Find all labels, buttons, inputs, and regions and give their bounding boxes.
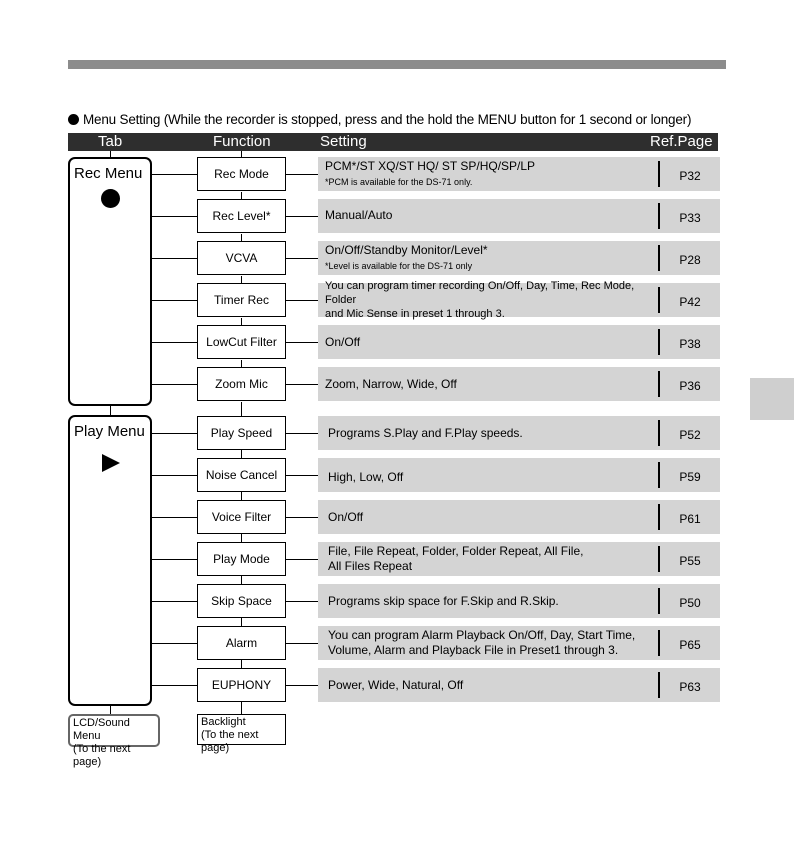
backlight-note: (To the next page) bbox=[201, 729, 259, 754]
setting-row bbox=[318, 626, 720, 660]
play-menu-label: Play Menu bbox=[74, 423, 145, 440]
setting-row bbox=[318, 542, 720, 576]
connector bbox=[241, 576, 242, 584]
setting-row bbox=[318, 199, 720, 233]
connector bbox=[150, 174, 197, 175]
connector bbox=[150, 258, 197, 259]
function-play-speed: Play Speed bbox=[197, 416, 286, 450]
play-triangle-icon bbox=[101, 453, 121, 473]
setting-note: *Level is available for the DS-71 only bbox=[325, 261, 473, 271]
connector bbox=[286, 643, 318, 644]
play-menu-tab bbox=[68, 415, 152, 706]
backlight-label: Backlight bbox=[201, 716, 246, 728]
setting-row bbox=[318, 280, 720, 320]
setting-text: File, File Repeat, Folder, Folder Repeat, All File, bbox=[328, 544, 584, 558]
function-alarm: Alarm bbox=[197, 626, 286, 660]
function-zoom-mic: Zoom Mic bbox=[197, 367, 286, 401]
ref-page: P32 bbox=[679, 169, 701, 183]
setting-row bbox=[318, 157, 720, 191]
function-rec-mode: Rec Mode bbox=[197, 157, 286, 191]
header-tab: Tab bbox=[98, 133, 123, 150]
function-vcva: VCVA bbox=[197, 241, 286, 275]
ref-page: P38 bbox=[679, 337, 701, 351]
function-skip-space: Skip Space bbox=[197, 584, 286, 618]
setting-text: Power, Wide, Natural, Off bbox=[328, 677, 464, 692]
connector bbox=[286, 258, 318, 259]
setting-text-2: Volume, Alarm and Playback File in Preset1 through 3. bbox=[328, 643, 619, 657]
setting-text-2: and Mic Sense in preset 1 through 3. bbox=[325, 308, 505, 320]
table-header bbox=[68, 133, 718, 151]
ref-page: P63 bbox=[679, 680, 701, 694]
function-play-mode: Play Mode bbox=[197, 542, 286, 576]
connector bbox=[286, 433, 318, 434]
ref-page: P61 bbox=[679, 512, 701, 526]
ref-page: P33 bbox=[679, 211, 701, 225]
connector bbox=[286, 174, 318, 175]
ref-page: P65 bbox=[679, 638, 701, 652]
bullet-icon bbox=[68, 114, 79, 125]
setting-text: You can program Alarm Playback On/Off, Day, Start Time, bbox=[328, 628, 636, 642]
rec-menu-label: Rec Menu bbox=[74, 165, 143, 182]
setting-note: *PCM is available for the DS-71 only. bbox=[325, 177, 473, 187]
connector bbox=[150, 342, 197, 343]
connector bbox=[150, 475, 197, 476]
setting-text-2: All Files Repeat bbox=[328, 559, 413, 573]
setting-text: On/Off/Standby Monitor/Level* bbox=[325, 243, 488, 257]
connector bbox=[150, 601, 197, 602]
setting-row bbox=[318, 668, 720, 702]
connector bbox=[150, 559, 197, 560]
setting-row bbox=[318, 367, 720, 401]
function-voice-filter: Voice Filter bbox=[197, 500, 286, 534]
lcd-sound-menu-note: (To the next page) bbox=[73, 743, 131, 768]
connector bbox=[286, 559, 318, 560]
header-ref: Ref.Page bbox=[650, 133, 713, 150]
function-lowcut-filter: LowCut Filter bbox=[197, 325, 286, 359]
connector bbox=[286, 475, 318, 476]
setting-text: Zoom, Narrow, Wide, Off bbox=[325, 376, 457, 391]
function-euphony: EUPHONY bbox=[197, 668, 286, 702]
connector bbox=[286, 216, 318, 217]
connector bbox=[110, 406, 111, 415]
connector bbox=[286, 300, 318, 301]
connector bbox=[150, 517, 197, 518]
record-circle-icon bbox=[101, 189, 120, 208]
lcd-sound-menu-label: LCD/Sound Menu bbox=[73, 717, 130, 742]
connector bbox=[241, 492, 242, 500]
intro-label: Menu Setting (While the recorder is stopped, press and the hold the MENU button for 1 second or longer) bbox=[83, 112, 692, 127]
connector bbox=[241, 402, 242, 416]
setting-text: On/Off bbox=[328, 509, 364, 524]
setting-text: Programs skip space for F.Skip and R.Skip. bbox=[328, 593, 559, 608]
setting-row bbox=[318, 325, 720, 359]
function-timer-rec: Timer Rec bbox=[197, 283, 286, 317]
ref-page: P55 bbox=[679, 554, 701, 568]
setting-row bbox=[318, 241, 720, 275]
function-noise-cancel: Noise Cancel bbox=[197, 458, 286, 492]
header-setting: Setting bbox=[320, 133, 367, 150]
ref-page: P52 bbox=[679, 428, 701, 442]
ref-page: P50 bbox=[679, 596, 701, 610]
setting-row bbox=[318, 458, 720, 492]
rec-menu-tab bbox=[68, 157, 152, 406]
connector bbox=[241, 702, 242, 714]
setting-text: Programs S.Play and F.Play speeds. bbox=[328, 425, 523, 440]
connector bbox=[241, 618, 242, 626]
top-rule bbox=[68, 60, 726, 69]
setting-row bbox=[318, 500, 720, 534]
connector bbox=[150, 216, 197, 217]
connector bbox=[150, 685, 197, 686]
connector bbox=[241, 660, 242, 668]
setting-row bbox=[318, 584, 720, 618]
ref-page: P36 bbox=[679, 379, 701, 393]
setting-text: Manual/Auto bbox=[325, 208, 393, 222]
connector bbox=[286, 342, 318, 343]
ref-page: P59 bbox=[679, 470, 701, 484]
connector bbox=[241, 534, 242, 542]
setting-text: PCM*/ST XQ/ST HQ/ ST SP/HQ/SP/LP bbox=[325, 159, 536, 173]
connector bbox=[150, 384, 197, 385]
lcd-sound-menu-box bbox=[68, 714, 160, 768]
connector bbox=[150, 300, 197, 301]
function-rec-level: Rec Level* bbox=[197, 199, 286, 233]
header-function: Function bbox=[213, 133, 271, 150]
setting-text: You can program timer recording On/Off, Day, Time, Rec Mode, Folder bbox=[325, 280, 635, 306]
connector bbox=[286, 601, 318, 602]
connector bbox=[150, 433, 197, 434]
connector bbox=[241, 450, 242, 458]
setting-text: On/Off bbox=[325, 334, 361, 349]
setting-row bbox=[318, 416, 720, 450]
backlight-box bbox=[197, 714, 286, 754]
intro-text bbox=[68, 112, 691, 127]
connector bbox=[286, 517, 318, 518]
ref-page: P28 bbox=[679, 253, 701, 267]
side-thumb-tab bbox=[750, 378, 794, 420]
ref-page: P42 bbox=[679, 295, 701, 309]
connector bbox=[286, 384, 318, 385]
connector bbox=[286, 685, 318, 686]
connector bbox=[150, 643, 197, 644]
setting-text: High, Low, Off bbox=[328, 469, 404, 484]
